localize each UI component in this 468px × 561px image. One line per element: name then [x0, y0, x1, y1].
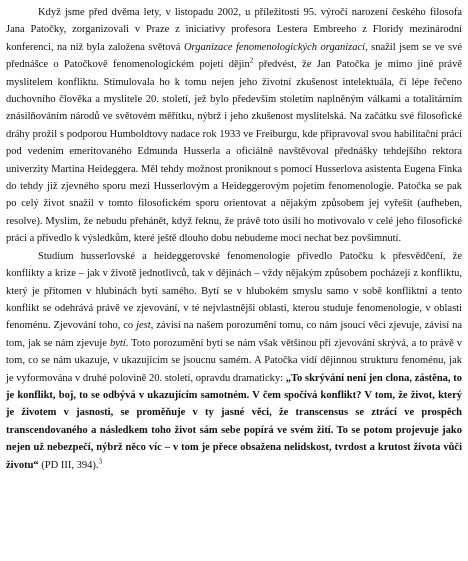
footnote-ref: 2	[249, 56, 254, 65]
text-run: , snažil jsem se ve své přednášce o Patočkově fenomenologickém pojetí dějin	[6, 41, 462, 71]
text-run: (PD III, 394).	[38, 459, 99, 471]
italic-run: jest	[136, 320, 151, 332]
bold-quote: „To skrývání není jen clona, zástěna, to je konflikt, boj, to se odbývá v ukazujícím samotném. V čem spočívá konflikt? V tom, že život, který je životem v jasnosti, se proměňuje v ty jasné věci, že transcensus se ztrácí ve prospěch transcendovaného a následkem toho život sám sebe popírá ve svém žití. To se potom projevuje jako nejen už nebezpečí, nýbrž něco víc – v tom je přece obsažena nelidskost, tvrdost a krutost života vůči životu“	[6, 372, 462, 471]
text-run: . Toto porozumění bytí se nám však většinou při zjevování skrývá, a to právě v tom, co se nám ukazuje, v ukazujícím se jsoucnu samém. A Patočka vidí dějinnou strukturu fenoménu, jak je vyformována v druhé polovině 20. století, opravdu dramaticky:	[6, 337, 462, 384]
footnote-ref: 3	[98, 457, 102, 466]
text-run: předvést, že Jan Patočka je mimo jiné právě myslitelem konfliktu. Stimulovala ho k tomu nejen jeho životní zkušenost intelektuála, či lépe řečeno duchovního člověka a myslitele 20. století, jež bylo především stoletím naplněným válkami a totalitárním znásilňováním národů ve světovém měřítku, nýbrž i jeho zkušenost myslitelská. Na začátku své filosofické dráhy prožil s podporou Humboldtovy nadace rok 1933 ve Freiburgu, kde připravoval svou habilitační práci pod vedením emeritovaného Edmunda Husserla a oficiálně navštěvoval přednášky tehdejšího rektora univerzity Martina Heideggera. Měl tehdy možnost proniknout s pomocí Husserlova asistenta Eugena Finka do tehdy již zjevného sporu mezi Husserlovým a Heideggerovým pojetím fenomenologie. Patočka se pak po celý život snažil v tomto filosofickém sporu orientovat a nějakým způsobem jej vyřešit (aufheben, resolve). Myslím, že nebudu přehánět, když řeknu, že právě toto úsilí ho motivovalo v celé jeho filosofické práci a přivedlo k výsledkům, které ještě dlouho dobu nebudeme moci nechat bez povšimnutí.	[6, 59, 462, 245]
paragraph-1	[6, 4, 462, 248]
text-run: Studium husserlovské a heideggerovské fenomenologie přivedlo Patočku k přesvědčení, že konflikty a krize – jak v životě jednotlivců, tak v dějinách – vždy nějakým způsobem pocházejí z konfliktu, který je přítomen v hlubinách bytí samého. Bytí se v hlubokém smyslu samo v sobě konfliktní a tento konflikt se odehrává právě ve zjevování, v té nejvlastnější oblasti, kterou studuje fenomenologie, v oblasti fenoménu. Zjevování toho, co	[6, 250, 462, 332]
text-run: Když jsme před dvěma lety, v listopadu 2002, u příležitosti 95. výročí narození českého filosofa Jana Patočky, zorganizovali v Praze z iniciativy profesora Lestera Embreeho z Floridy mezinárodní konferenci, na níž byla založena světová	[6, 7, 462, 53]
paragraph-2	[6, 248, 462, 474]
text-run: , závisí na našem porozumění tomu, co nám jsoucí věci zjevuje, závisí na tom, jak se nám zjevuje	[6, 320, 462, 349]
italic-run: Organizace fenomenologických organizací	[183, 41, 366, 53]
italic-run: bytí	[109, 337, 126, 349]
